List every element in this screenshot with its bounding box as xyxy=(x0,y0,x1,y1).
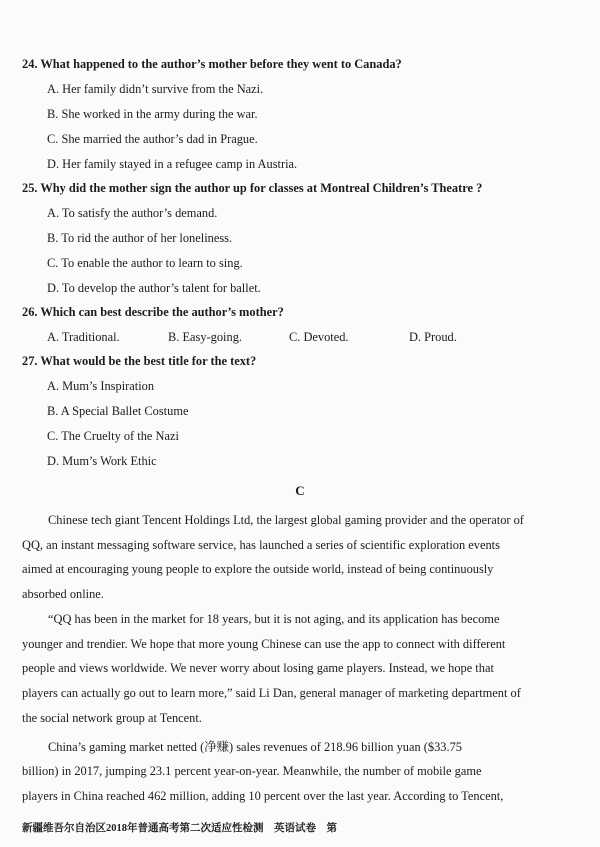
question-24-option-c: C. She married the author’s dad in Prague. xyxy=(47,132,258,146)
question-25-option-c: C. To enable the author to learn to sing. xyxy=(47,256,243,270)
question-24-stem: 24. What happened to the author’s mother before they went to Canada? xyxy=(22,57,402,71)
question-24-option-d: D. Her family stayed in a refugee camp in Austria. xyxy=(47,157,298,171)
question-25-option-a: A. To satisfy the author’s demand. xyxy=(47,206,218,220)
question-25-option-d: D. To develop the author’s talent for ballet. xyxy=(47,281,261,295)
question-26-option-b: B. Easy-going. xyxy=(168,330,242,344)
passage-line-9: the social network group at Tencent. xyxy=(22,711,202,725)
question-24-option-a: A. Her family didn’t survive from the Nazi. xyxy=(47,82,264,96)
passage-line-10: China’s gaming market netted (净赚) sales revenues of 218.96 billion yuan ($33.75 xyxy=(48,740,462,754)
question-24-option-b: B. She worked in the army during the war. xyxy=(47,107,258,121)
section-c-heading: C xyxy=(295,483,305,498)
page-footer: 新疆维吾尔自治区2018年普通高考第二次适应性检测 英语试卷 第 xyxy=(22,823,337,834)
question-25-option-b: B. To rid the author of her loneliness. xyxy=(47,231,233,245)
question-26-stem: 26. Which can best describe the author’s mother? xyxy=(22,305,284,319)
question-26-option-d: D. Proud. xyxy=(409,330,457,344)
passage-line-11: billion) in 2017, jumping 23.1 percent year-on-year. Meanwhile, the number of mobile game xyxy=(22,764,482,778)
passage-line-3: aimed at encouraging young people to explore the outside world, instead of being continuously xyxy=(22,562,494,576)
question-27-option-b: B. A Special Ballet Costume xyxy=(47,404,189,418)
passage-line-8: players can actually go out to learn more,” said Li Dan, general manager of marketing department of xyxy=(22,686,521,700)
passage-line-12: players in China reached 462 million, adding 10 percent over the last year. According to Tencent, xyxy=(22,789,504,803)
question-27-stem: 27. What would be the best title for the text? xyxy=(22,354,257,368)
question-27-option-d: D. Mum’s Work Ethic xyxy=(47,454,157,468)
question-26-option-a: A. Traditional. xyxy=(47,330,120,344)
passage-line-2: QQ, an instant messaging software service, has launched a series of scientific exploration events xyxy=(22,538,500,552)
question-26-option-c: C. Devoted. xyxy=(289,330,349,344)
passage-line-6: younger and trendier. We hope that more young Chinese can use the app to connect with different xyxy=(22,637,506,651)
passage-line-7: people and views worldwide. We never worry about losing game players. Instead, we hope that xyxy=(22,661,494,675)
passage-line-5: “QQ has been in the market for 18 years, but it is not aging, and its application has become xyxy=(48,612,500,626)
passage-line-4: absorbed online. xyxy=(22,587,104,601)
passage-line-1: Chinese tech giant Tencent Holdings Ltd, the largest global gaming provider and the operator of xyxy=(48,513,524,527)
question-27-option-a: A. Mum’s Inspiration xyxy=(47,379,155,393)
question-27-option-c: C. The Cruelty of the Nazi xyxy=(47,429,179,443)
question-25-stem: 25. Why did the mother sign the author up for classes at Montreal Children’s Theatre ? xyxy=(22,181,483,195)
